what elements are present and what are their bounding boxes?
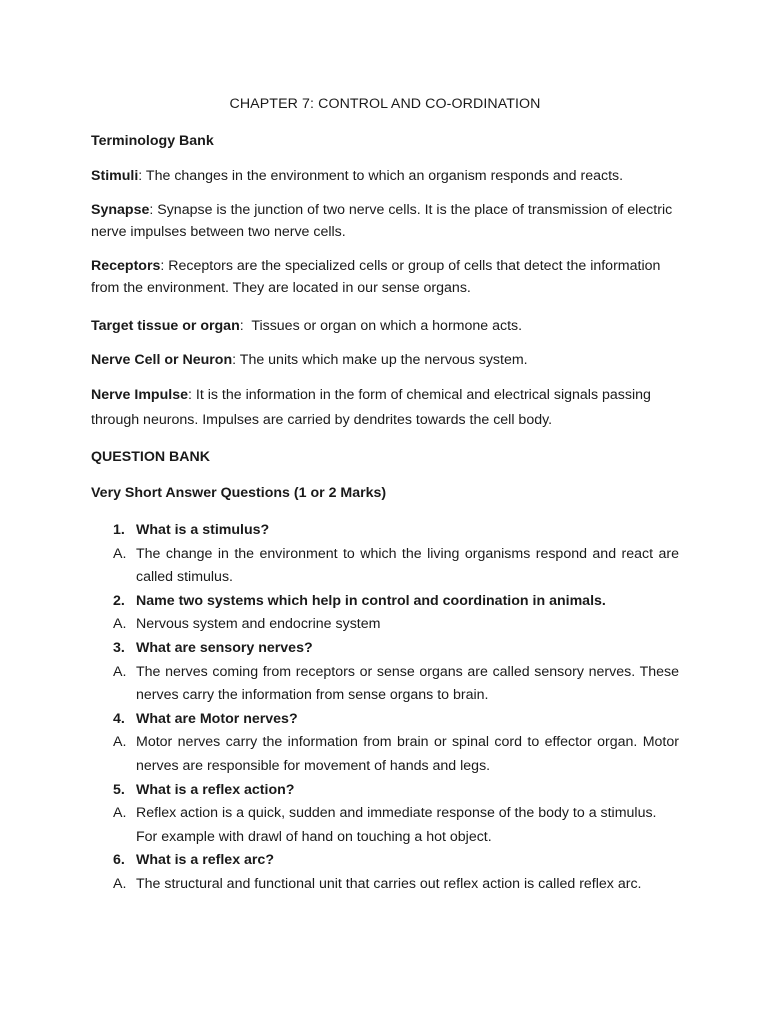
answer-item: [91, 661, 679, 708]
document-page: [91, 94, 679, 897]
question-text: What are Motor nerves?: [136, 710, 298, 727]
answer-text: Motor nerves carry the information from brain or spinal cord to effector organ. Motor nerves are responsible for movement of hands and legs.: [136, 734, 679, 774]
question-item: [91, 519, 679, 543]
term-separator: :: [160, 258, 165, 274]
term-definition: It is the information in the form of chemical and electrical signals passing through neurons. Impulses are carried by dendrites towards the cell body.: [91, 387, 651, 428]
answer-marker: A.: [113, 616, 127, 633]
term-name: Target tissue or organ: [91, 318, 240, 334]
answer-text: The nerves coming from receptors or sense organs are called sensory nerves. These nerves carry the information from sense organs to brain.: [136, 663, 679, 704]
answer-text: The change in the environment to which the living organisms respond and react are called stimulus.: [136, 545, 679, 586]
answer-marker: A.: [113, 663, 127, 680]
answer-item: [91, 543, 679, 590]
question-text: Name two systems which help in control and coordination in animals.: [136, 592, 606, 609]
question-number: 1.: [113, 522, 125, 538]
term-target-tissue: [91, 315, 679, 337]
question-item: [91, 637, 679, 661]
answer-text: Nervous system and endocrine system: [136, 616, 381, 633]
term-separator: :: [149, 202, 154, 218]
answer-marker: A.: [113, 734, 127, 751]
term-name: Nerve Cell or Neuron: [91, 352, 233, 368]
answer-item: [91, 873, 679, 897]
section-heading: Very Short Answer Questions (1 or 2 Marks): [91, 485, 387, 501]
question-text: What is a stimulus?: [136, 522, 270, 538]
answer-marker: A.: [113, 875, 127, 892]
question-item: [91, 849, 679, 873]
term-definition: The changes in the environment to which an organism responds and reacts.: [142, 168, 624, 184]
term-stimuli: [91, 165, 679, 187]
question-number: 3.: [113, 639, 125, 656]
question-text: What is a reflex arc?: [136, 852, 274, 869]
answer-item: [91, 731, 679, 778]
answer-example: For example with drawl of hand on touching a hot object.: [136, 828, 492, 845]
term-synapse: [91, 199, 679, 243]
answer-marker: A.: [113, 805, 127, 822]
answer-item: [91, 802, 679, 849]
term-separator: :: [239, 318, 244, 334]
chapter-title: CHAPTER 7: CONTROL AND CO-ORDINATION: [229, 96, 541, 112]
answer-text: Reflex action is a quick, sudden and immediate response of the body to a stimulus.: [136, 805, 657, 822]
question-item: [91, 590, 679, 614]
term-nerve-cell: [91, 349, 679, 371]
term-name: Nerve Impulse: [91, 387, 188, 403]
question-number: 2.: [113, 592, 125, 609]
question-number: 5.: [113, 781, 125, 798]
term-definition: Tissues or organ on which a hormone acts.: [243, 318, 523, 334]
term-name: Synapse: [91, 202, 150, 218]
term-definition: The units which make up the nervous system.: [236, 352, 528, 368]
question-text: What is a reflex action?: [136, 781, 295, 798]
answer-text: The structural and functional unit that carries out reflex action is called reflex arc.: [136, 875, 642, 892]
answer-marker: A.: [113, 545, 127, 562]
answer-item: [91, 613, 679, 637]
question-item: [91, 708, 679, 732]
term-nerve-impulse: [91, 383, 679, 433]
term-separator: :: [188, 387, 192, 403]
question-bank-heading: QUESTION BANK: [91, 449, 211, 465]
term-separator: :: [232, 352, 237, 368]
term-name: Receptors: [91, 258, 161, 274]
question-text: What are sensory nerves?: [136, 639, 313, 656]
terminology-heading: Terminology Bank: [91, 133, 214, 149]
question-item: [91, 779, 679, 803]
term-receptors: [91, 255, 679, 299]
question-list: [91, 519, 679, 897]
question-number: 4.: [113, 710, 125, 727]
term-definition: Synapse is the junction of two nerve cells. It is the place of transmission of electric nerve impulses between two nerve cells.: [91, 202, 673, 240]
term-definition: Receptors are the specialized cells or group of cells that detect the information from the environment. They are located in our sense organs.: [91, 258, 661, 296]
term-name: Stimuli: [91, 168, 139, 184]
term-separator: :: [138, 168, 143, 184]
question-number: 6.: [113, 852, 125, 869]
